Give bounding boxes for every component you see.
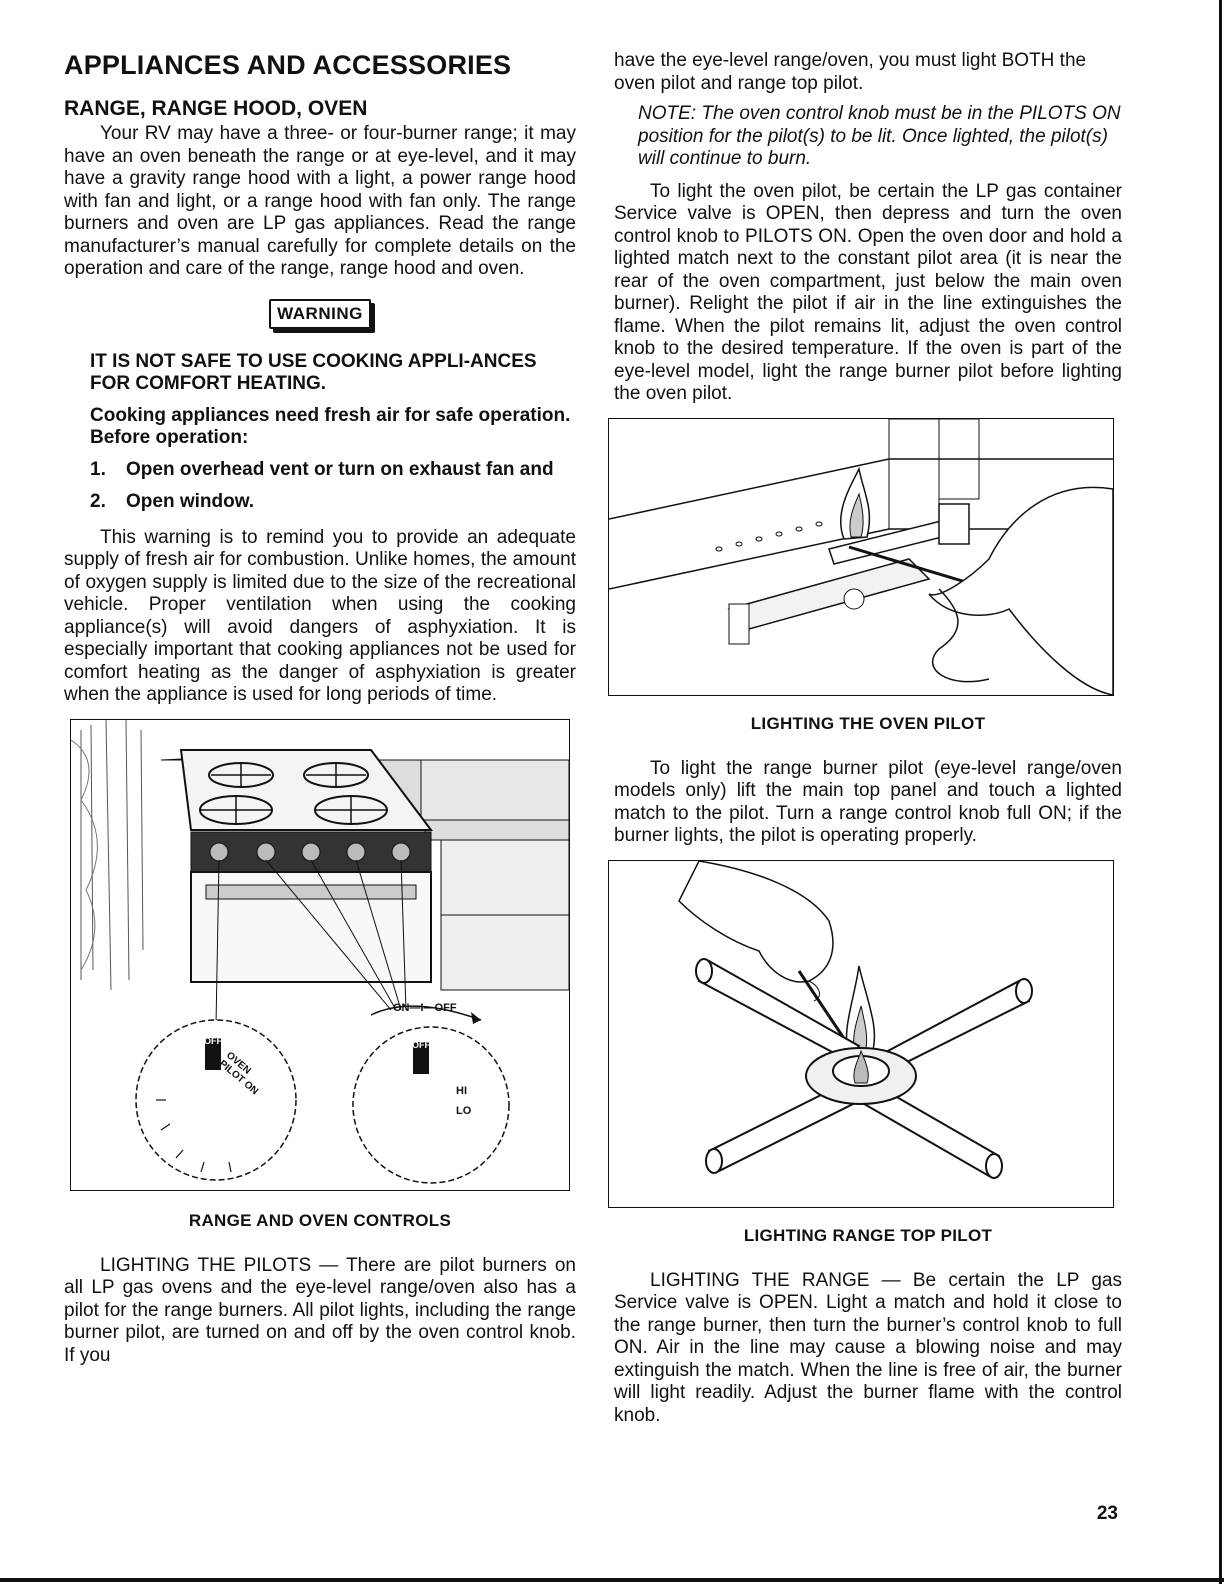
warning-line-2: Cooking appliances need fresh air for safe operation. Before operation: xyxy=(90,404,571,448)
range-knob-scale-label: ON—I—OFF xyxy=(393,1001,457,1014)
warning-step-text: Open window. xyxy=(126,490,255,512)
range-knob-hi-label: HI xyxy=(456,1084,467,1097)
warning-step-number: 2. xyxy=(90,490,106,512)
warning-label-wrap xyxy=(64,299,576,329)
warning-reminder-paragraph: This warning is to remind you to provide an adequate supply of fresh air for combustion. Unlike homes, the amount of oxygen supply is limited due to the size of the recreational vehicle. Proper ventilation when using the cooking appliance(s) will avoid dangers of asphyxiation. It is especially important that cooking appliances not be used for comfort heating as the danger of asphyxiation is greater when the appliance is used for long periods of time. xyxy=(64,526,576,705)
page-number: 23 xyxy=(1096,1503,1118,1524)
oven-pilot-illustration xyxy=(609,419,1113,695)
warning-step xyxy=(90,491,576,513)
section-heading: RANGE, RANGE HOOD, OVEN xyxy=(64,97,368,120)
range-knob-lo-label: LO xyxy=(456,1104,472,1117)
range-top-pilot-caption: LIGHTING RANGE TOP PILOT xyxy=(743,1225,993,1245)
page-border-bottom xyxy=(0,1578,1224,1582)
range-oven-illustration xyxy=(71,720,569,1190)
warning-steps xyxy=(90,459,576,513)
continued-paragraph: have the eye-level range/oven, you must light BOTH the oven pilot and range top pilot. xyxy=(614,50,1087,94)
left-column xyxy=(64,50,576,1367)
range-pilot-instructions: To light the range burner pilot (eye-level range/oven models only) lift the main top panel and touch a lighted match to the pilot. Turn a range control knob full ON; if the burner lights, the pilot is operating properly. xyxy=(614,757,1122,846)
note-paragraph: NOTE: The oven control knob must be in the PILOTS ON position for the pilot(s) to be lit. Once lighted, the pilot(s) will continue to burn. xyxy=(638,103,1121,169)
range-knob-off-label: OFF xyxy=(412,1039,430,1050)
oven-pilot-instructions: To light the oven pilot, be certain the LP gas container Service valve is OPEN, then depress and turn the oven control knob to PILOTS ON. Open the oven door and hold a lighted match next to the constant pilot area (it is near the rear of the oven compartment, just below the main oven burner). Relight the pilot if air in the line extinguishes the flame. When the pilot remains lit, adjust the oven control knob to the desired temperature. If the oven is part of the eye-level model, light the range burner pilot before lighting the oven pilot. xyxy=(614,180,1122,404)
warning-line-1: IT IS NOT SAFE TO USE COOKING APPLI-ANCES FOR COMFORT HEATING. xyxy=(90,350,537,394)
warning-label: WARNING xyxy=(269,299,371,329)
right-column xyxy=(614,50,1122,1427)
range-top-pilot-illustration xyxy=(609,861,1113,1207)
range-top-pilot-figure xyxy=(608,860,1114,1208)
range-oven-controls-caption: RANGE AND OVEN CONTROLS xyxy=(188,1210,452,1230)
page-border-right xyxy=(1219,0,1222,1584)
warning-block xyxy=(64,351,576,513)
oven-knob-off-label: OFF xyxy=(204,1035,222,1046)
warning-step xyxy=(90,459,576,481)
oven-pilot-figure xyxy=(608,418,1114,696)
page-title: APPLIANCES AND ACCESSORIES xyxy=(64,50,512,80)
lighting-pilots-paragraph: LIGHTING THE PILOTS — There are pilot burners on all LP gas ovens and the eye-level range/oven also has a pilot for the range burners. All pilot lights, including the range burner pilot, are turned on and off by the oven control knob. If you xyxy=(64,1254,576,1366)
intro-paragraph: Your RV may have a three- or four-burner range; it may have an oven beneath the range or at eye-level, and it may have a gravity range hood with a light, a power range hood with fan and light, or a range hood with fan only. The range burners and oven are LP gas appliances. Read the range manufacturer’s manual carefully for complete details on the operation and care of the range, range hood and oven. xyxy=(64,123,576,279)
warning-step-number: 1. xyxy=(90,458,106,480)
range-oven-controls-figure xyxy=(70,719,570,1191)
oven-pilot-caption: LIGHTING THE OVEN PILOT xyxy=(750,713,986,733)
warning-step-text: Open overhead vent or turn on exhaust fan and xyxy=(126,458,554,480)
lighting-range-paragraph: LIGHTING THE RANGE — Be certain the LP gas Service valve is OPEN. Light a match and hold it close to the range burner, then turn the burner’s control knob to full ON. Air in the line may cause a blowing noise and may extinguish the match. When the line is free of air, the burner will light readily. Adjust the burner flame with the control knob. xyxy=(614,1269,1122,1426)
oven-knob-pilot-label: OVEN PILOT ON xyxy=(216,1049,261,1097)
